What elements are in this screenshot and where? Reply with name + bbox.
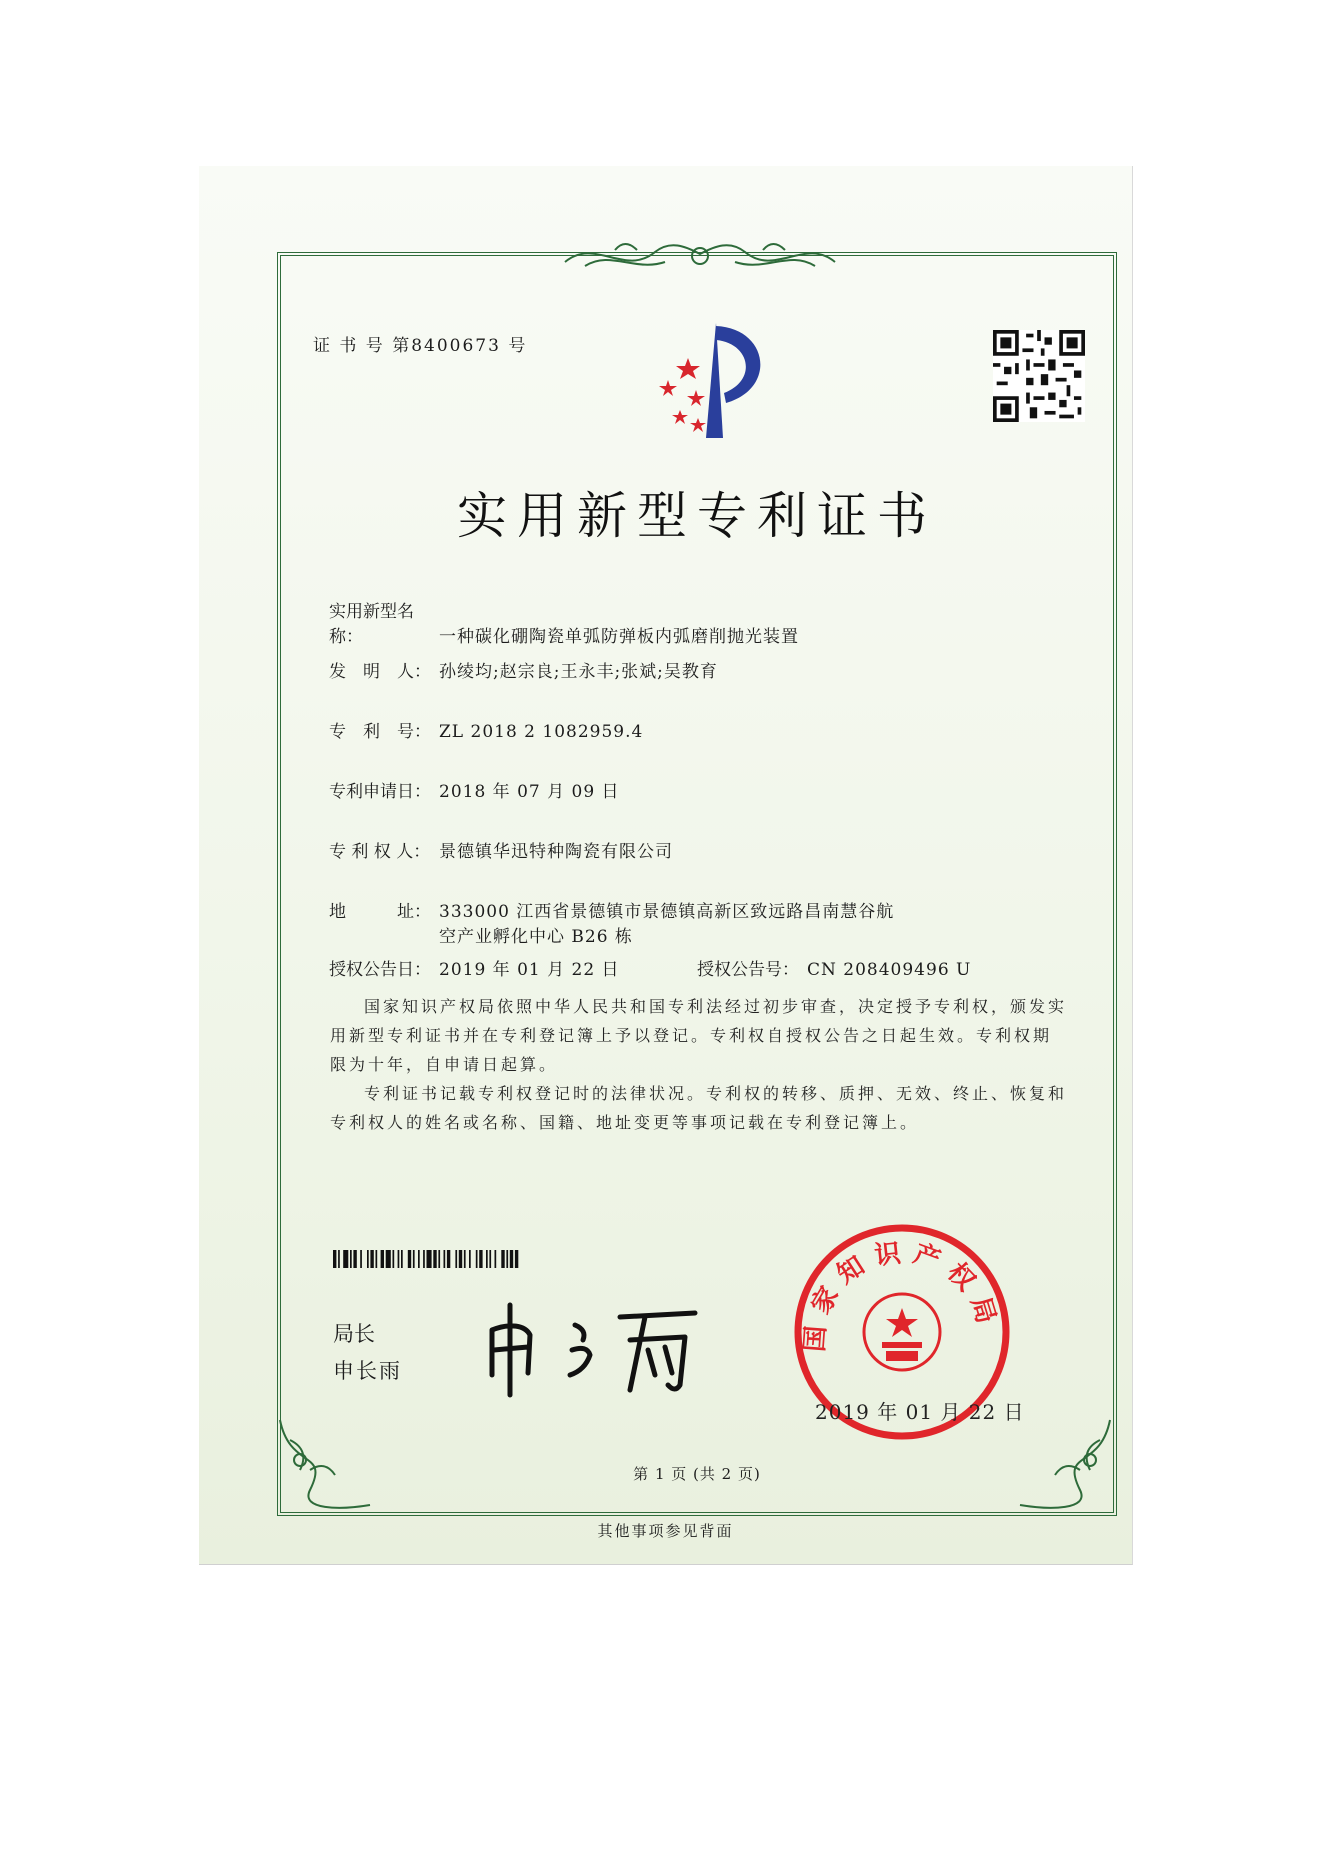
barcode-bar — [515, 1250, 518, 1268]
patent-number-row — [329, 717, 643, 742]
barcode-bar — [353, 1250, 356, 1268]
barcode-bar — [501, 1250, 504, 1268]
barcode-bar — [413, 1250, 415, 1268]
address-row — [329, 897, 894, 922]
notice-paragraph-2: 专利证书记载专利权登记时的法律状况。专利权的转移、质押、无效、终止、恢复和专利权人的姓名或名称、国籍、地址变更等事项记载在专利登记簿上。 — [330, 1084, 1068, 1132]
grant-number-row — [697, 955, 971, 980]
application-date-row — [329, 777, 620, 802]
barcode-bar — [386, 1250, 391, 1268]
field-label: 实用新型名称： — [329, 602, 414, 647]
notice-paragraph-1: 国家知识产权局依照中华人民共和国专利法经过初步审查，决定授予专利权，颁发实用新型专利证书并在专利登记簿上予以登记。专利权自授权公告之日起生效。专利权期限为十年，自申请日起算。 — [330, 997, 1068, 1074]
barcode-bar — [438, 1250, 440, 1268]
barcode-bar — [423, 1250, 425, 1268]
barcode-bar — [401, 1250, 403, 1268]
address-line-1: 333000 江西省景德镇市景德镇高新区致远路昌南慧谷航 — [439, 902, 895, 922]
patentee: 景德镇华迅特种陶瓷有限公司 — [439, 842, 673, 862]
barcode-bar — [455, 1250, 457, 1268]
address-row-2 — [439, 922, 633, 947]
grant-number: CN 208409496 U — [807, 960, 972, 980]
director-signature — [480, 1295, 710, 1400]
grant-date-row — [329, 955, 620, 980]
barcode-bar — [393, 1250, 395, 1268]
inventor-row — [329, 657, 718, 682]
page-info: 第 1 页 (共 2 页) — [633, 1465, 761, 1483]
barcode-bar — [469, 1250, 471, 1268]
barcode-bar — [367, 1250, 369, 1268]
utility-model-name-row — [329, 597, 799, 647]
field-label: 专利申请日： — [329, 782, 431, 802]
inventor-value: 孙绫均;赵宗良;王永丰;张斌;吴教育 — [439, 662, 718, 682]
barcode-bar — [350, 1250, 352, 1268]
application-date: 2018 年 07 月 09 日 — [439, 782, 620, 802]
field-label: 地 址： — [329, 902, 431, 922]
utility-model-name: 一种碳化硼陶瓷单弧防弹板内弧磨削抛光装置 — [439, 627, 799, 647]
barcode-bar — [510, 1250, 513, 1268]
barcode-bar — [343, 1250, 348, 1268]
director-title: 局长 — [333, 1322, 375, 1346]
field-label: 发 明 人： — [329, 662, 431, 682]
barcode-bar — [433, 1250, 436, 1268]
barcode-bar — [408, 1250, 411, 1268]
field-label: 专 利 号： — [329, 722, 431, 742]
barcode-bar — [459, 1250, 462, 1268]
director-name: 申长雨 — [333, 1359, 402, 1383]
barcode-bar — [479, 1250, 482, 1268]
address-line-2: 空产业孵化中心 B26 栋 — [439, 927, 633, 947]
barcode-bar — [376, 1250, 378, 1268]
barcode-bar — [447, 1250, 450, 1268]
barcode-bar — [360, 1250, 362, 1268]
patentee-row — [329, 837, 673, 862]
barcode-bar — [486, 1250, 488, 1268]
certificate-title: 实用新型专利证书 — [457, 487, 937, 545]
grant-date: 2019 年 01 月 22 日 — [439, 960, 620, 980]
barcode-bar — [506, 1250, 508, 1268]
seal-date: 2019 年 01 月 22 日 — [815, 1400, 1025, 1424]
footer-note: 其他事项参见背面 — [597, 1522, 734, 1540]
notice-text — [330, 992, 1070, 1137]
top-ornament-icon — [555, 232, 845, 278]
patent-number: ZL 2018 2 1082959.4 — [439, 722, 644, 742]
patent-office-logo-icon — [628, 318, 778, 443]
field-label: 专 利 权 人： — [329, 842, 431, 862]
barcode-bar — [464, 1250, 466, 1268]
barcode-bar — [398, 1250, 400, 1268]
barcode — [333, 1250, 581, 1268]
barcode-bar — [333, 1250, 336, 1268]
barcode-bar — [370, 1250, 373, 1268]
barcode-bar — [444, 1250, 446, 1268]
barcode-bar — [476, 1250, 478, 1268]
qr-code — [993, 330, 1085, 422]
barcode-bar — [495, 1250, 497, 1268]
field-label: 授权公告号： — [697, 960, 799, 980]
barcode-bar — [418, 1250, 420, 1268]
barcode-bar — [489, 1250, 491, 1268]
certificate-number: 证 书 号 第8400673 号 — [313, 336, 528, 356]
field-label: 授权公告日： — [329, 960, 431, 980]
barcode-bar — [381, 1250, 384, 1268]
barcode-bar — [427, 1250, 432, 1268]
seal-text: 国家知识产权局 — [799, 1237, 1004, 1353]
barcode-bar — [338, 1250, 340, 1268]
